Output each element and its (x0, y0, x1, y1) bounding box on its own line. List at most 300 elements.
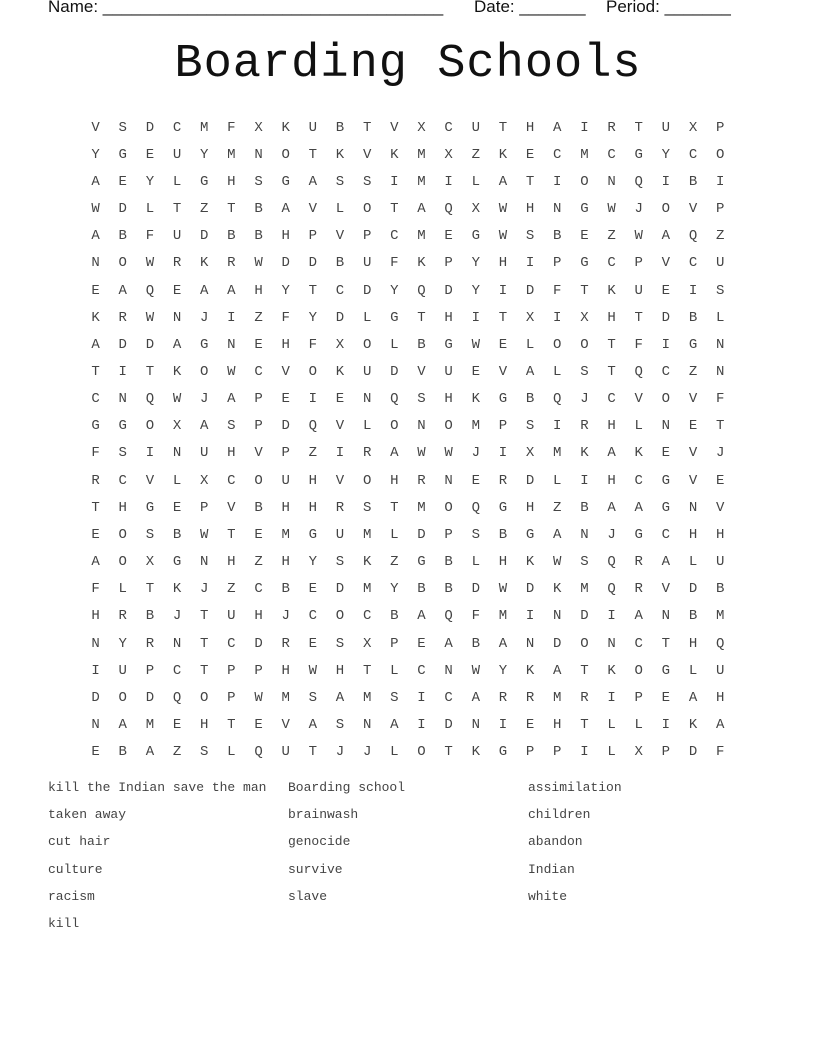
grid-letter[interactable]: R (118, 608, 127, 625)
grid-letter[interactable]: N (172, 635, 182, 652)
grid-letter[interactable]: G (688, 336, 698, 353)
grid-letter[interactable]: K (607, 662, 616, 679)
grid-letter[interactable]: R (634, 554, 643, 571)
grid-letter[interactable]: S (525, 228, 535, 245)
grid-letter[interactable]: C (661, 363, 671, 380)
grid-letter[interactable]: H (607, 472, 616, 489)
grid-letter[interactable]: D (525, 581, 535, 598)
grid-letter[interactable]: T (227, 717, 236, 734)
grid-letter[interactable]: B (118, 228, 127, 245)
grid-letter[interactable]: D (362, 282, 372, 299)
grid-letter[interactable]: H (553, 717, 562, 734)
grid-letter[interactable]: Z (254, 309, 263, 326)
grid-letter[interactable]: E (444, 228, 453, 245)
grid-letter[interactable]: R (525, 689, 535, 706)
grid-letter[interactable]: C (634, 472, 643, 489)
grid-letter[interactable]: A (417, 201, 426, 218)
grid-letter[interactable]: H (525, 499, 535, 516)
grid-letter[interactable]: V (688, 391, 698, 408)
grid-letter[interactable]: H (91, 608, 100, 625)
grid-letter[interactable]: H (281, 554, 290, 571)
grid-letter[interactable]: K (172, 581, 182, 598)
grid-letter[interactable]: T (417, 309, 426, 326)
grid-letter[interactable]: I (91, 662, 100, 679)
grid-letter[interactable]: G (498, 744, 508, 761)
grid-letter[interactable]: X (172, 418, 182, 435)
grid-letter[interactable]: M (580, 581, 589, 598)
grid-letter[interactable]: D (525, 472, 535, 489)
grid-letter[interactable]: N (172, 309, 182, 326)
grid-letter[interactable]: X (525, 309, 535, 326)
grid-letter[interactable]: R (580, 418, 589, 435)
grid-letter[interactable]: X (335, 336, 345, 353)
grid-letter[interactable]: B (335, 255, 345, 272)
grid-letter[interactable]: P (715, 119, 725, 136)
grid-letter[interactable]: S (362, 499, 372, 516)
grid-letter[interactable]: N (91, 255, 100, 272)
grid-letter[interactable]: P (254, 418, 263, 435)
grid-letter[interactable]: M (362, 526, 372, 543)
grid-letter[interactable]: C (661, 526, 671, 543)
grid-letter[interactable]: G (417, 554, 426, 571)
grid-letter[interactable]: W (227, 363, 236, 380)
grid-letter[interactable]: T (390, 499, 399, 516)
grid-letter[interactable]: E (498, 336, 508, 353)
grid-letter[interactable]: N (417, 418, 426, 435)
grid-letter[interactable]: D (145, 689, 155, 706)
grid-letter[interactable]: H (498, 255, 508, 272)
grid-letter[interactable]: J (634, 201, 643, 218)
grid-letter[interactable]: H (308, 472, 318, 489)
grid-letter[interactable]: A (607, 445, 616, 462)
grid-letter[interactable]: C (227, 472, 236, 489)
grid-letter[interactable]: K (281, 119, 290, 136)
grid-letter[interactable]: P (661, 744, 671, 761)
grid-letter[interactable]: E (661, 689, 671, 706)
grid-letter[interactable]: W (145, 255, 155, 272)
grid-letter[interactable]: V (688, 472, 698, 489)
grid-letter[interactable]: P (498, 418, 508, 435)
grid-letter[interactable]: P (634, 255, 643, 272)
grid-letter[interactable]: Q (417, 282, 426, 299)
grid-letter[interactable]: V (254, 445, 263, 462)
period-field-label[interactable]: Period: _______ (606, 0, 731, 16)
grid-letter[interactable]: H (281, 662, 290, 679)
grid-letter[interactable]: A (91, 554, 100, 571)
grid-letter[interactable]: A (390, 717, 399, 734)
grid-letter[interactable]: W (417, 445, 426, 462)
grid-letter[interactable]: T (715, 418, 725, 435)
grid-letter[interactable]: O (362, 336, 372, 353)
grid-letter[interactable]: P (715, 201, 725, 218)
grid-letter[interactable]: T (227, 526, 236, 543)
grid-letter[interactable]: I (417, 717, 426, 734)
grid-letter[interactable]: G (580, 201, 589, 218)
grid-letter[interactable]: G (634, 146, 643, 163)
grid-letter[interactable]: X (254, 119, 263, 136)
grid-letter[interactable]: S (580, 554, 589, 571)
grid-letter[interactable]: V (417, 363, 426, 380)
grid-letter[interactable]: C (91, 391, 100, 408)
grid-letter[interactable]: C (444, 689, 453, 706)
grid-letter[interactable]: E (525, 717, 535, 734)
grid-letter[interactable]: I (498, 717, 508, 734)
grid-letter[interactable]: D (688, 581, 698, 598)
grid-letter[interactable]: C (634, 635, 643, 652)
grid-letter[interactable]: I (661, 173, 671, 190)
grid-letter[interactable]: O (118, 526, 127, 543)
grid-letter[interactable]: A (91, 173, 100, 190)
grid-letter[interactable]: A (498, 635, 508, 652)
grid-letter[interactable]: I (498, 282, 508, 299)
grid-letter[interactable]: D (471, 581, 480, 598)
grid-letter[interactable]: Q (634, 173, 643, 190)
grid-letter[interactable]: J (471, 445, 480, 462)
grid-letter[interactable]: U (172, 228, 182, 245)
grid-letter[interactable]: L (390, 662, 399, 679)
grid-letter[interactable]: A (634, 499, 643, 516)
grid-letter[interactable]: A (91, 228, 100, 245)
grid-letter[interactable]: F (91, 445, 100, 462)
grid-letter[interactable]: H (281, 228, 290, 245)
grid-letter[interactable]: T (580, 282, 589, 299)
grid-letter[interactable]: T (200, 608, 209, 625)
grid-letter[interactable]: K (91, 309, 100, 326)
name-field-label[interactable]: Name: ____________________________________ (48, 0, 444, 16)
grid-letter[interactable]: N (444, 662, 453, 679)
grid-letter[interactable]: U (118, 662, 127, 679)
grid-letter[interactable]: M (417, 228, 426, 245)
grid-letter[interactable]: D (661, 309, 671, 326)
grid-letter[interactable]: O (715, 146, 725, 163)
grid-letter[interactable]: U (471, 119, 480, 136)
grid-letter[interactable]: G (118, 418, 127, 435)
grid-letter[interactable]: E (254, 526, 263, 543)
grid-letter[interactable]: M (580, 146, 589, 163)
grid-letter[interactable]: H (254, 608, 263, 625)
grid-letter[interactable]: U (444, 363, 453, 380)
grid-letter[interactable]: B (254, 201, 263, 218)
grid-letter[interactable]: Q (471, 499, 480, 516)
grid-letter[interactable]: A (91, 336, 100, 353)
grid-letter[interactable]: S (471, 526, 480, 543)
grid-letter[interactable]: G (118, 146, 127, 163)
grid-letter[interactable]: U (715, 662, 725, 679)
grid-letter[interactable]: C (254, 363, 263, 380)
grid-letter[interactable]: R (335, 499, 345, 516)
grid-letter[interactable]: J (715, 445, 725, 462)
grid-letter[interactable]: H (335, 662, 345, 679)
grid-letter[interactable]: U (281, 744, 290, 761)
grid-letter[interactable]: B (498, 526, 508, 543)
grid-letter[interactable]: F (281, 309, 290, 326)
grid-letter[interactable]: I (335, 445, 345, 462)
grid-letter[interactable]: N (580, 526, 589, 543)
grid-letter[interactable]: C (444, 119, 453, 136)
grid-letter[interactable]: H (227, 445, 236, 462)
grid-letter[interactable]: B (444, 581, 453, 598)
grid-letter[interactable]: S (335, 635, 345, 652)
grid-letter[interactable]: H (525, 119, 535, 136)
grid-letter[interactable]: N (607, 173, 616, 190)
grid-letter[interactable]: Q (553, 391, 562, 408)
grid-letter[interactable]: W (471, 662, 480, 679)
grid-letter[interactable]: A (471, 689, 480, 706)
grid-letter[interactable]: D (553, 635, 562, 652)
grid-letter[interactable]: N (688, 499, 698, 516)
grid-letter[interactable]: R (580, 689, 589, 706)
grid-letter[interactable]: D (308, 255, 318, 272)
grid-letter[interactable]: L (607, 717, 616, 734)
grid-letter[interactable]: V (335, 418, 345, 435)
grid-letter[interactable]: N (525, 635, 535, 652)
grid-letter[interactable]: J (200, 309, 209, 326)
grid-letter[interactable]: M (200, 119, 209, 136)
grid-letter[interactable]: C (417, 662, 426, 679)
grid-letter[interactable]: I (607, 689, 616, 706)
grid-letter[interactable]: O (118, 255, 127, 272)
grid-letter[interactable]: L (172, 173, 182, 190)
grid-letter[interactable]: R (607, 119, 616, 136)
grid-letter[interactable]: G (172, 554, 182, 571)
grid-letter[interactable]: G (308, 526, 318, 543)
grid-letter[interactable]: E (715, 472, 725, 489)
grid-letter[interactable]: A (498, 173, 508, 190)
grid-letter[interactable]: B (254, 499, 263, 516)
grid-letter[interactable]: O (444, 499, 453, 516)
grid-letter[interactable]: C (172, 662, 182, 679)
grid-letter[interactable]: B (145, 608, 155, 625)
grid-letter[interactable]: L (634, 418, 643, 435)
grid-letter[interactable]: V (634, 391, 643, 408)
grid-letter[interactable]: Q (444, 608, 453, 625)
grid-letter[interactable]: K (335, 363, 345, 380)
grid-letter[interactable]: T (308, 146, 318, 163)
grid-letter[interactable]: N (362, 717, 372, 734)
grid-letter[interactable]: C (607, 391, 616, 408)
grid-letter[interactable]: O (335, 608, 345, 625)
grid-letter[interactable]: M (281, 526, 290, 543)
grid-letter[interactable]: E (172, 282, 182, 299)
grid-letter[interactable]: K (390, 146, 399, 163)
grid-letter[interactable]: Y (118, 635, 127, 652)
grid-letter[interactable]: R (634, 581, 643, 598)
grid-letter[interactable]: Z (200, 201, 209, 218)
grid-letter[interactable]: W (553, 554, 562, 571)
grid-letter[interactable]: J (200, 391, 209, 408)
grid-letter[interactable]: L (172, 472, 182, 489)
grid-letter[interactable]: Q (390, 391, 399, 408)
grid-letter[interactable]: L (715, 309, 725, 326)
grid-letter[interactable]: P (227, 689, 236, 706)
grid-letter[interactable]: V (91, 119, 100, 136)
grid-letter[interactable]: A (200, 418, 209, 435)
grid-letter[interactable]: V (281, 717, 290, 734)
grid-letter[interactable]: R (498, 472, 508, 489)
grid-letter[interactable]: I (498, 445, 508, 462)
grid-letter[interactable]: J (172, 608, 182, 625)
grid-letter[interactable]: T (634, 119, 643, 136)
grid-letter[interactable]: P (362, 228, 372, 245)
grid-letter[interactable]: J (362, 744, 372, 761)
grid-letter[interactable]: N (661, 418, 671, 435)
grid-letter[interactable]: A (661, 228, 671, 245)
grid-letter[interactable]: T (308, 744, 318, 761)
grid-letter[interactable]: E (91, 526, 100, 543)
grid-letter[interactable]: T (390, 201, 399, 218)
grid-letter[interactable]: U (308, 119, 318, 136)
grid-letter[interactable]: T (607, 336, 616, 353)
grid-letter[interactable]: E (661, 282, 671, 299)
grid-letter[interactable]: W (444, 445, 453, 462)
grid-letter[interactable]: K (417, 255, 426, 272)
grid-letter[interactable]: A (553, 119, 562, 136)
grid-letter[interactable]: V (688, 445, 698, 462)
grid-letter[interactable]: L (553, 363, 562, 380)
grid-letter[interactable]: T (172, 201, 182, 218)
grid-letter[interactable]: H (444, 309, 453, 326)
grid-letter[interactable]: Z (254, 554, 263, 571)
grid-letter[interactable]: P (200, 499, 209, 516)
grid-letter[interactable]: D (417, 526, 426, 543)
grid-letter[interactable]: Z (715, 228, 725, 245)
grid-letter[interactable]: H (390, 472, 399, 489)
grid-letter[interactable]: V (281, 363, 290, 380)
grid-letter[interactable]: Z (607, 228, 616, 245)
grid-letter[interactable]: O (308, 363, 318, 380)
grid-letter[interactable]: A (172, 336, 182, 353)
grid-letter[interactable]: T (308, 282, 318, 299)
grid-letter[interactable]: Y (471, 255, 480, 272)
grid-letter[interactable]: O (118, 554, 127, 571)
grid-letter[interactable]: L (525, 336, 535, 353)
grid-letter[interactable]: E (91, 282, 100, 299)
grid-letter[interactable]: I (553, 309, 562, 326)
grid-letter[interactable]: Q (308, 418, 318, 435)
grid-letter[interactable]: F (715, 744, 725, 761)
grid-letter[interactable]: U (634, 282, 643, 299)
grid-letter[interactable]: N (553, 201, 562, 218)
grid-letter[interactable]: V (688, 201, 698, 218)
grid-letter[interactable]: U (661, 119, 671, 136)
grid-letter[interactable]: F (227, 119, 236, 136)
grid-letter[interactable]: R (498, 689, 508, 706)
grid-letter[interactable]: B (281, 581, 290, 598)
grid-letter[interactable]: Y (498, 662, 508, 679)
grid-letter[interactable]: M (145, 717, 155, 734)
grid-letter[interactable]: N (91, 635, 100, 652)
grid-letter[interactable]: S (335, 554, 345, 571)
grid-letter[interactable]: X (145, 554, 155, 571)
grid-letter[interactable]: H (227, 173, 236, 190)
grid-letter[interactable]: W (172, 391, 182, 408)
grid-letter[interactable]: O (362, 201, 372, 218)
grid-letter[interactable]: O (362, 472, 372, 489)
grid-letter[interactable]: Q (607, 581, 616, 598)
grid-letter[interactable]: P (444, 255, 453, 272)
grid-letter[interactable]: V (362, 146, 372, 163)
grid-letter[interactable]: K (471, 744, 480, 761)
grid-letter[interactable]: R (362, 445, 372, 462)
grid-letter[interactable]: N (444, 472, 453, 489)
grid-letter[interactable]: I (525, 255, 535, 272)
grid-letter[interactable]: I (553, 418, 562, 435)
grid-letter[interactable]: A (390, 445, 399, 462)
grid-letter[interactable]: E (688, 418, 698, 435)
grid-letter[interactable]: K (172, 363, 182, 380)
grid-letter[interactable]: U (281, 472, 290, 489)
grid-letter[interactable]: E (525, 146, 535, 163)
grid-letter[interactable]: B (471, 635, 480, 652)
grid-letter[interactable]: A (444, 635, 453, 652)
grid-letter[interactable]: A (335, 689, 345, 706)
grid-letter[interactable]: L (362, 418, 372, 435)
grid-letter[interactable]: V (335, 472, 345, 489)
grid-letter[interactable]: I (525, 608, 535, 625)
grid-letter[interactable]: O (661, 201, 671, 218)
grid-letter[interactable]: J (200, 581, 209, 598)
grid-letter[interactable]: S (145, 526, 155, 543)
grid-letter[interactable]: G (390, 309, 399, 326)
grid-letter[interactable]: L (145, 201, 155, 218)
grid-letter[interactable]: E (308, 581, 318, 598)
grid-letter[interactable]: V (661, 255, 671, 272)
grid-letter[interactable]: N (118, 391, 127, 408)
grid-letter[interactable]: X (362, 635, 372, 652)
grid-letter[interactable]: O (580, 173, 589, 190)
grid-letter[interactable]: I (580, 472, 589, 489)
grid-letter[interactable]: P (145, 662, 155, 679)
grid-letter[interactable]: C (362, 608, 372, 625)
grid-letter[interactable]: P (254, 662, 263, 679)
grid-letter[interactable]: X (525, 445, 535, 462)
grid-letter[interactable]: G (661, 499, 671, 516)
grid-letter[interactable]: A (227, 282, 236, 299)
grid-letter[interactable]: E (254, 336, 263, 353)
grid-letter[interactable]: X (580, 309, 589, 326)
grid-letter[interactable]: B (417, 336, 426, 353)
grid-letter[interactable]: G (661, 662, 671, 679)
grid-letter[interactable]: M (553, 689, 562, 706)
grid-letter[interactable]: E (254, 717, 263, 734)
grid-letter[interactable]: G (444, 336, 453, 353)
grid-letter[interactable]: N (715, 336, 725, 353)
grid-letter[interactable]: Z (308, 445, 318, 462)
grid-letter[interactable]: B (335, 119, 345, 136)
grid-letter[interactable]: G (580, 255, 589, 272)
grid-letter[interactable]: H (688, 635, 698, 652)
grid-letter[interactable]: T (498, 309, 508, 326)
grid-letter[interactable]: C (553, 146, 562, 163)
grid-letter[interactable]: R (227, 255, 236, 272)
grid-letter[interactable]: D (118, 336, 127, 353)
grid-letter[interactable]: R (172, 255, 182, 272)
grid-letter[interactable]: I (118, 363, 127, 380)
grid-letter[interactable]: I (715, 173, 725, 190)
grid-letter[interactable]: W (308, 662, 318, 679)
grid-letter[interactable]: O (200, 363, 209, 380)
grid-letter[interactable]: E (335, 391, 345, 408)
grid-letter[interactable]: E (172, 717, 182, 734)
grid-letter[interactable]: G (471, 228, 480, 245)
grid-letter[interactable]: Q (715, 635, 725, 652)
grid-letter[interactable]: G (661, 472, 671, 489)
grid-letter[interactable]: Y (661, 146, 671, 163)
grid-letter[interactable]: M (362, 581, 372, 598)
grid-letter[interactable]: I (145, 445, 155, 462)
grid-letter[interactable]: C (118, 472, 127, 489)
grid-letter[interactable]: G (525, 526, 535, 543)
